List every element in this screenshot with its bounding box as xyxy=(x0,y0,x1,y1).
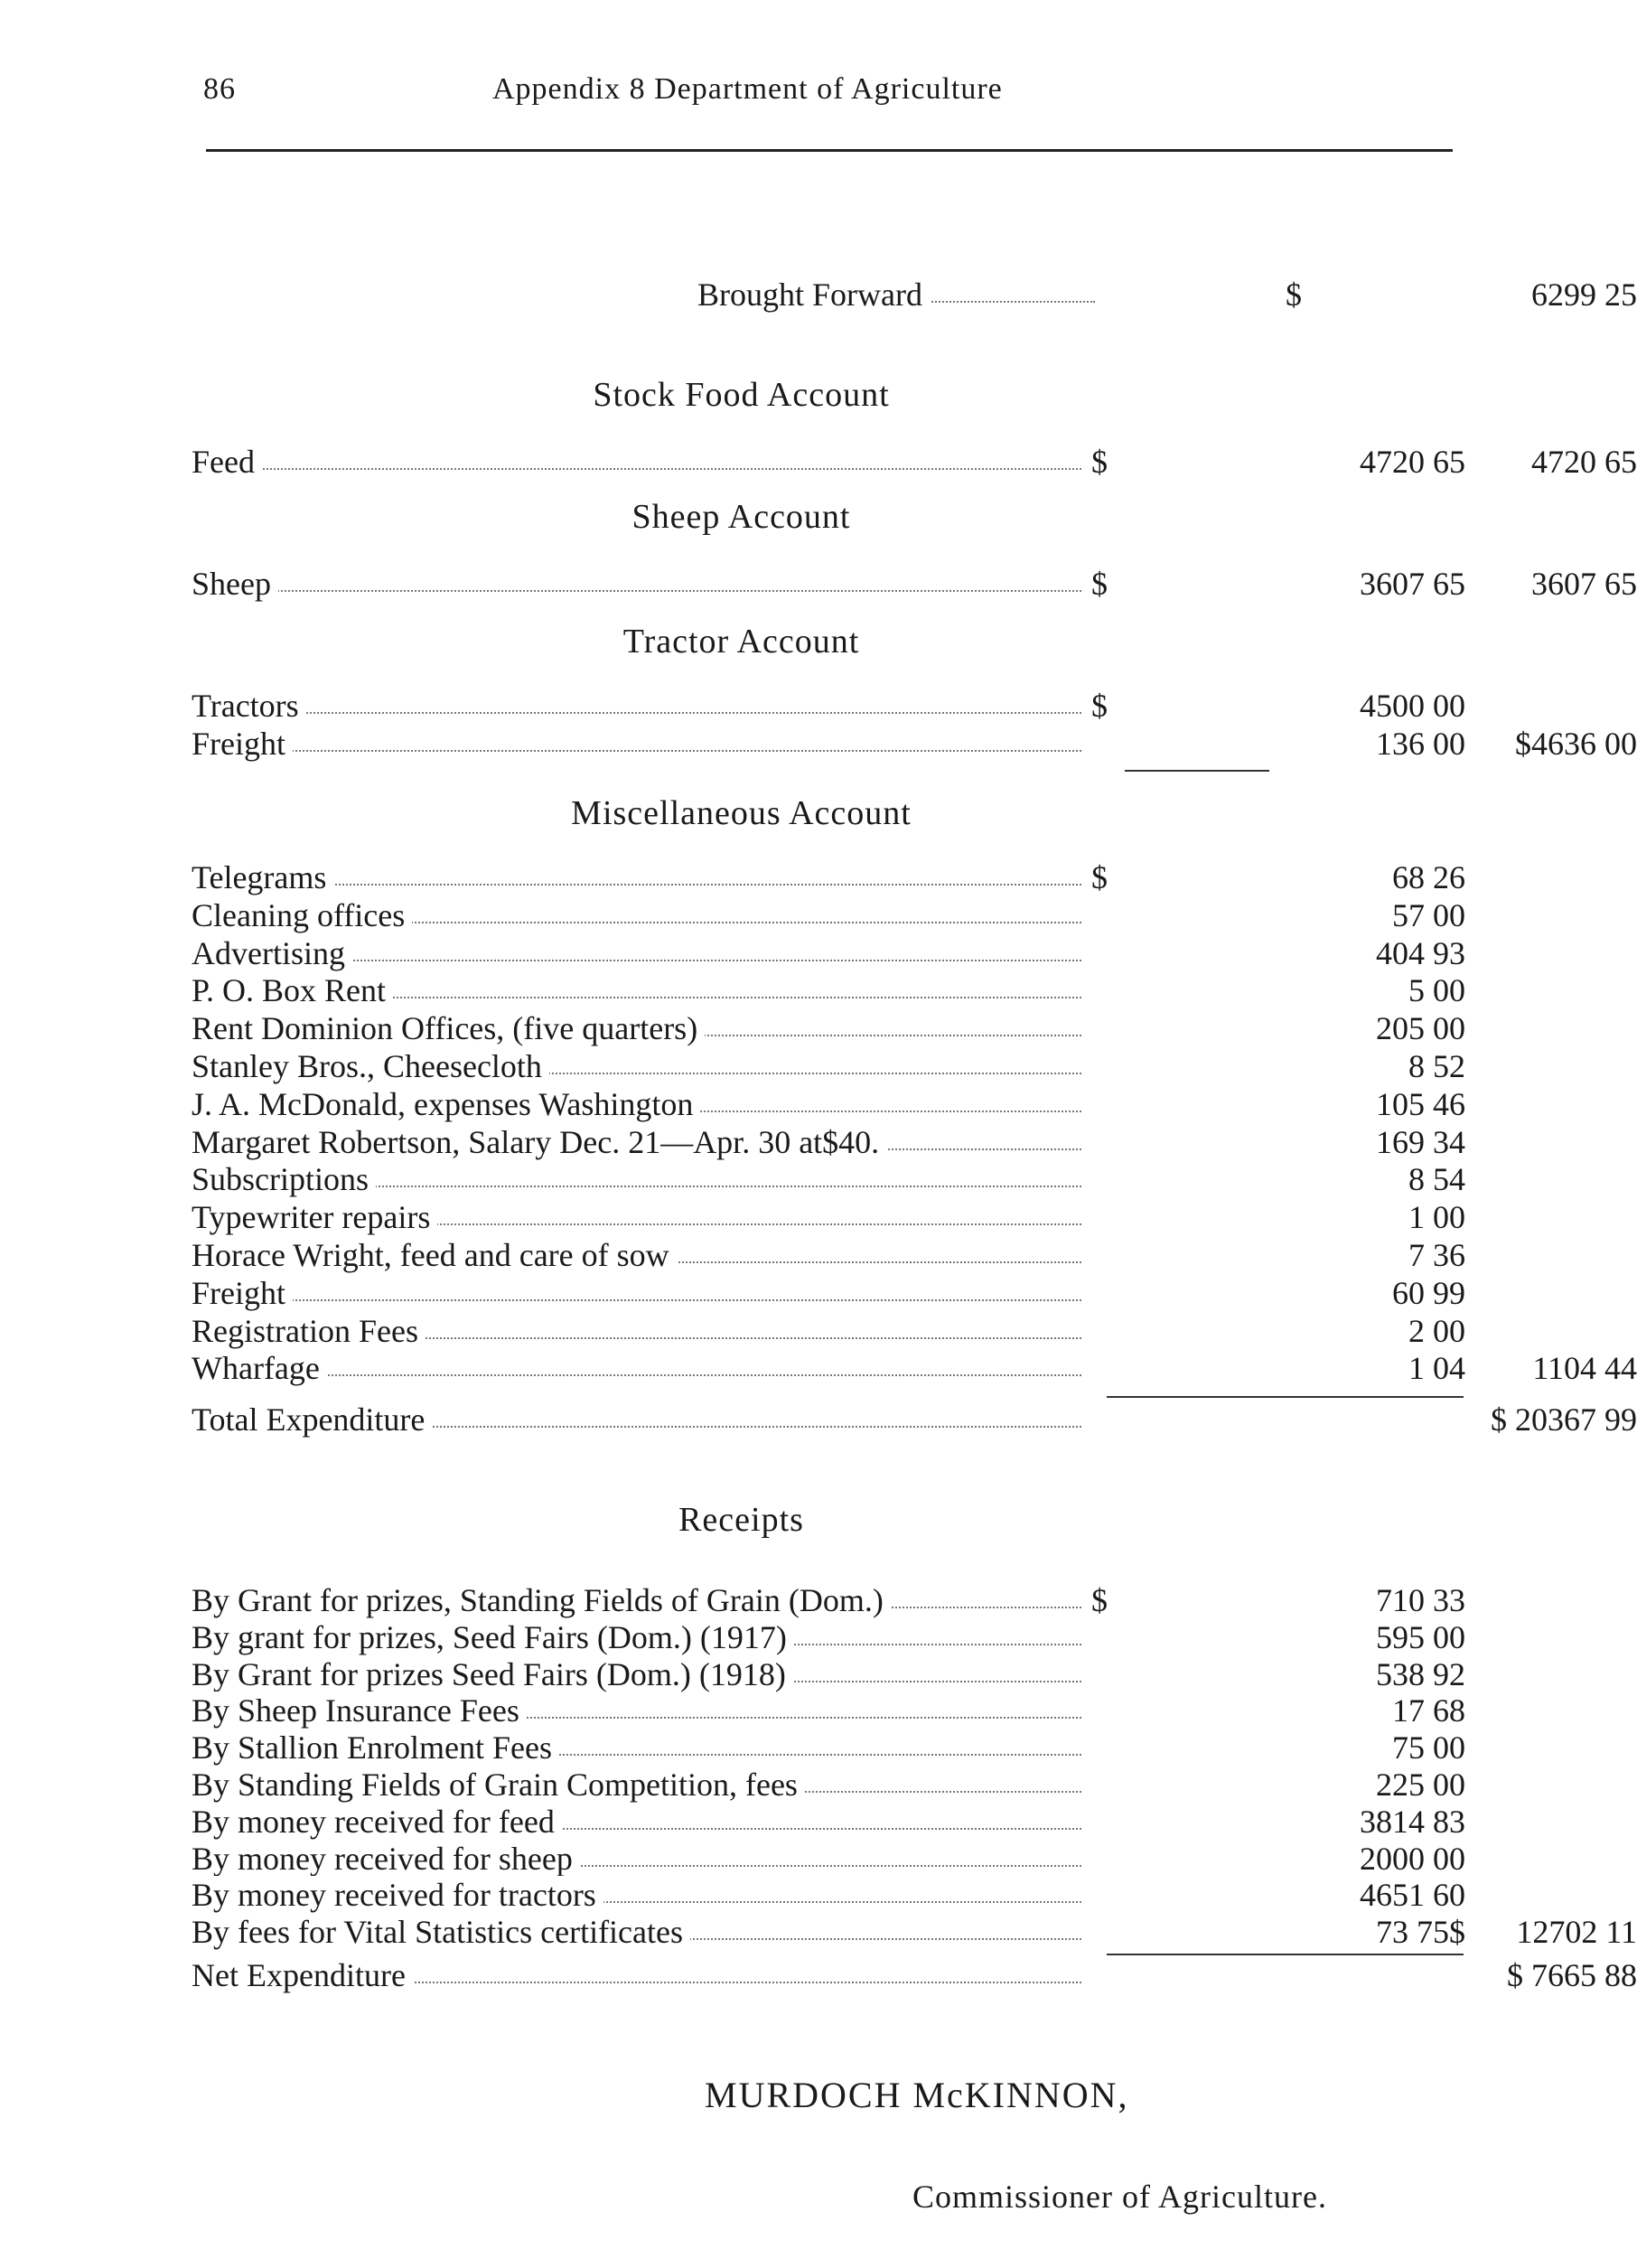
row-amount: 1 00 xyxy=(1408,1199,1465,1236)
ledger-row xyxy=(192,1123,1474,1161)
row-total: 12702 11 xyxy=(1516,1914,1637,1951)
row-amount: 75 00 xyxy=(1392,1729,1465,1767)
ledger-row xyxy=(192,1766,1474,1804)
total-expenditure-label: Total Expenditure xyxy=(192,1401,432,1439)
row-amount: 1 04 xyxy=(1408,1350,1465,1387)
total-expenditure-row xyxy=(192,1401,1637,1439)
row-label: Rent Dominion Offices, (five quarters) xyxy=(192,1009,705,1047)
row-label: By Grant for prizes, Standing Fields of Grain (Dom.) xyxy=(192,1581,891,1619)
ledger-row xyxy=(192,1840,1474,1878)
stock-food-heading: Stock Food Account xyxy=(593,376,890,414)
total-rule xyxy=(1107,1396,1464,1398)
dollar-sign: $ xyxy=(1081,1581,1118,1619)
row-label: Advertising xyxy=(192,934,352,972)
ledger-row xyxy=(192,1913,1637,1951)
ledger-row xyxy=(192,1236,1474,1274)
ledger-row xyxy=(192,1160,1474,1198)
row-amount: 538 92 xyxy=(1376,1655,1465,1692)
leader-dots xyxy=(192,468,1081,470)
total-expenditure-value: $ 20367 99 xyxy=(1491,1401,1637,1438)
row-total: 4720 65 xyxy=(1531,444,1637,480)
dollar-sign: $ xyxy=(1081,858,1118,896)
row-label: By money received for tractors xyxy=(192,1876,603,1914)
dollar-sign: $ xyxy=(1081,443,1118,481)
ledger-row xyxy=(192,971,1474,1009)
row-amount: 2 00 xyxy=(1408,1312,1465,1349)
row-amount: 68 26 xyxy=(1392,859,1465,895)
row-label: By money received for sheep xyxy=(192,1840,580,1878)
ledger-row xyxy=(192,1085,1474,1123)
row-total: $4636 00 xyxy=(1515,726,1637,762)
row-label: By Sheep Insurance Fees xyxy=(192,1692,527,1729)
brought-forward-total: 6299 25 xyxy=(1531,276,1637,313)
running-title: Appendix 8 Department of Agriculture xyxy=(492,72,1003,106)
row-label: Feed xyxy=(192,443,262,481)
row-label: Cleaning offices xyxy=(192,896,412,934)
misc-heading: Miscellaneous Account xyxy=(571,794,912,832)
dollar-sign: $ xyxy=(1081,565,1118,603)
row-amount: 404 93 xyxy=(1376,934,1465,971)
total-rule xyxy=(1107,1954,1464,1955)
header-rule xyxy=(206,149,1453,152)
row-amount: 60 99 xyxy=(1392,1274,1465,1311)
row-label: By money received for feed xyxy=(192,1803,562,1841)
ledger-row xyxy=(192,725,1637,763)
row-label: Telegrams xyxy=(192,858,333,896)
ledger-row xyxy=(192,858,1474,896)
row-label: By fees for Vital Statistics certificates xyxy=(192,1913,690,1951)
ledger-row xyxy=(192,1655,1474,1693)
row-label: By Standing Fields of Grain Competition, fees xyxy=(192,1766,805,1804)
row-label: Subscriptions xyxy=(192,1160,376,1198)
leader-dots xyxy=(192,590,1081,592)
ledger-row xyxy=(192,1047,1474,1085)
row-amount: 8 52 xyxy=(1408,1048,1465,1084)
row-amount: 4720 65 xyxy=(1360,444,1465,480)
row-label: Typewriter repairs xyxy=(192,1198,437,1236)
receipts-heading: Receipts xyxy=(678,1501,804,1539)
leader-dots xyxy=(192,1299,1081,1301)
row-label: Tractors xyxy=(192,687,306,725)
row-amount: 3607 65 xyxy=(1360,566,1465,602)
row-amount: 2000 00 xyxy=(1360,1840,1465,1877)
signatory-name: MURDOCH McKINNON, xyxy=(705,2075,1129,2115)
row-label: Freight xyxy=(192,1274,293,1312)
row-label: By grant for prizes, Seed Fairs (Dom.) (1917) xyxy=(192,1618,794,1656)
row-amount: 169 34 xyxy=(1376,1123,1465,1160)
ledger-row xyxy=(192,1312,1474,1350)
ledger-row xyxy=(192,1198,1474,1236)
brought-forward-label: Brought Forward xyxy=(697,276,930,314)
row-amount: 595 00 xyxy=(1376,1618,1465,1655)
brought-forward-row xyxy=(192,276,1637,314)
row-label: Stanley Bros., Cheesecloth xyxy=(192,1047,549,1085)
net-expenditure-label: Net Expenditure xyxy=(192,1956,413,1994)
row-amount: 3814 83 xyxy=(1360,1803,1465,1840)
row-amount: 136 00 xyxy=(1376,726,1465,762)
row-amount: 710 33 xyxy=(1376,1582,1465,1618)
row-label: Margaret Robertson, Salary Dec. 21—Apr. 30 at$40. xyxy=(192,1123,886,1161)
dollar-sign: $ xyxy=(1276,276,1312,314)
row-label: Horace Wright, feed and care of sow xyxy=(192,1236,677,1274)
row-amount: 225 00 xyxy=(1376,1767,1465,1803)
row-amount: 57 00 xyxy=(1392,896,1465,933)
row-amount: 17 68 xyxy=(1392,1692,1465,1729)
ledger-row xyxy=(192,443,1637,481)
row-label: Sheep xyxy=(192,565,278,603)
ledger-row xyxy=(192,934,1474,972)
ledger-row xyxy=(192,1692,1474,1729)
dollar-sign: $ xyxy=(1081,687,1118,725)
row-amount: 4500 00 xyxy=(1360,688,1465,724)
row-amount: 205 00 xyxy=(1376,1010,1465,1047)
row-label: By Grant for prizes Seed Fairs (Dom.) (1918) xyxy=(192,1655,793,1693)
ledger-row xyxy=(192,1876,1474,1914)
row-total: 3607 65 xyxy=(1531,566,1637,602)
row-amount: 73 75$ xyxy=(1376,1914,1465,1951)
leader-dots xyxy=(192,712,1081,714)
tractor-heading: Tractor Account xyxy=(622,623,860,661)
row-total: 1104 44 xyxy=(1532,1350,1637,1387)
net-expenditure-row xyxy=(192,1956,1637,1994)
sheep-heading: Sheep Account xyxy=(631,498,851,536)
row-label: Wharfage xyxy=(192,1349,327,1387)
signatory-title: Commissioner of Agriculture. xyxy=(912,2179,1327,2215)
ledger-row xyxy=(192,1803,1474,1841)
row-label: J. A. McDonald, expenses Washington xyxy=(192,1085,700,1123)
net-expenditure-value: $ 7665 88 xyxy=(1507,1957,1637,1993)
row-amount: 8 54 xyxy=(1408,1161,1465,1198)
ledger-row xyxy=(192,565,1637,603)
page-number: 86 xyxy=(203,72,236,106)
ledger-row xyxy=(192,1618,1474,1656)
row-label: P. O. Box Rent xyxy=(192,971,393,1009)
ledger-row xyxy=(192,896,1474,934)
subtotal-rule xyxy=(1125,770,1269,772)
ledger-row xyxy=(192,1009,1474,1047)
row-amount: 5 00 xyxy=(1408,972,1465,1009)
ledger-row xyxy=(192,1581,1474,1619)
ledger-row xyxy=(192,1729,1474,1767)
row-label: By Stallion Enrolment Fees xyxy=(192,1729,559,1767)
row-label: Registration Fees xyxy=(192,1312,426,1350)
row-amount: 7 36 xyxy=(1408,1237,1465,1273)
row-amount: 105 46 xyxy=(1376,1085,1465,1122)
ledger-row xyxy=(192,687,1474,725)
leader-dots xyxy=(192,750,1081,752)
row-amount: 4651 60 xyxy=(1360,1877,1465,1914)
row-label: Freight xyxy=(192,725,293,763)
ledger-row xyxy=(192,1274,1474,1312)
ledger-row xyxy=(192,1349,1637,1387)
